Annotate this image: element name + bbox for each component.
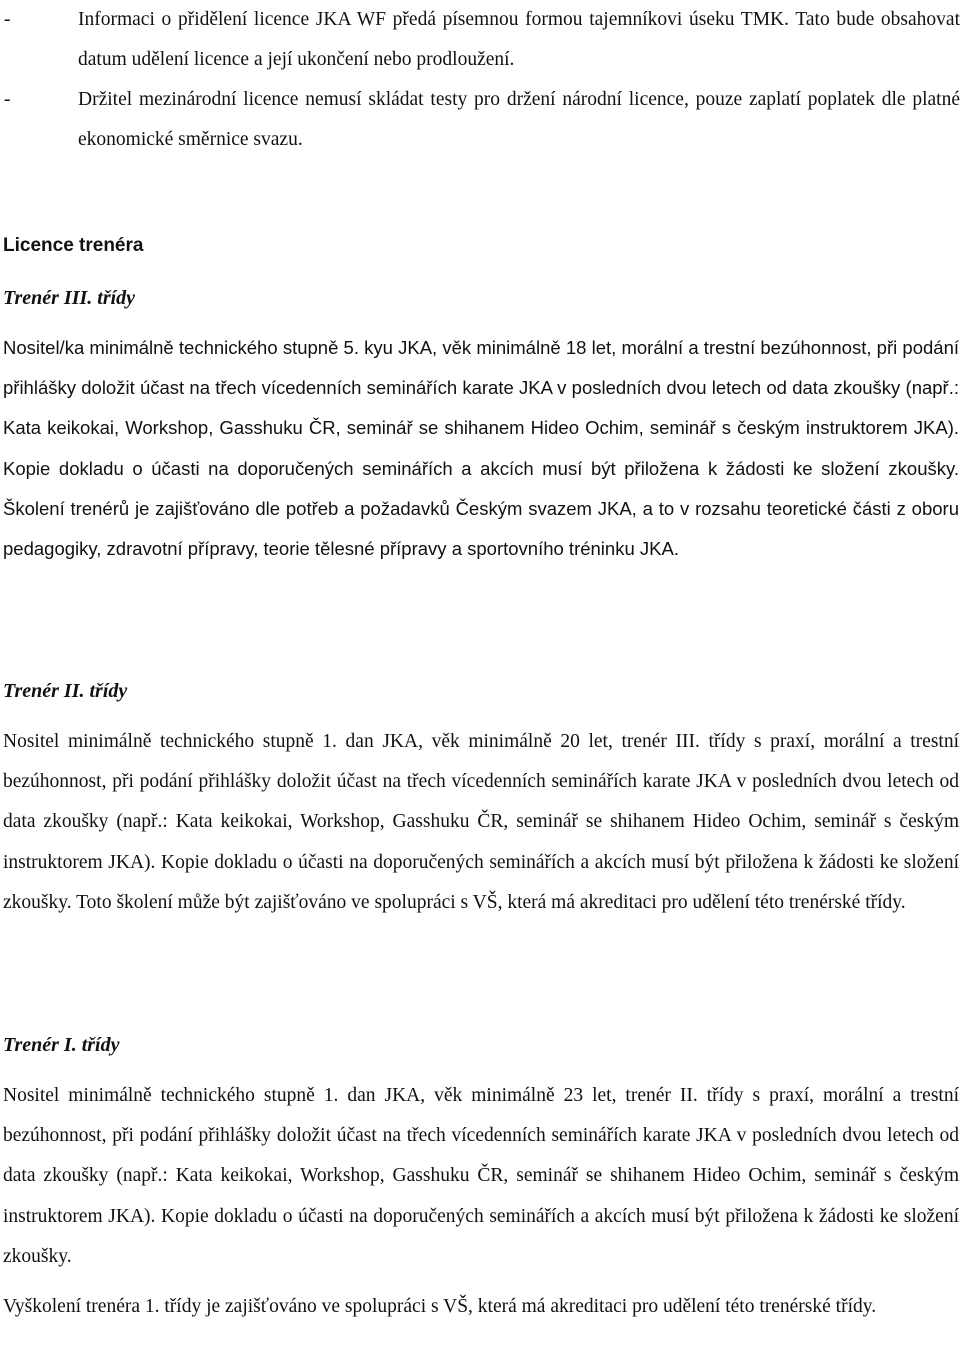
bullet-item-licence-info xyxy=(0,0,960,80)
trainer-1-heading: Trenér I. třídy xyxy=(3,1034,120,1056)
trainer-3-text: Nositel/ka minimálně technického stupně 5. kyu JKA, věk minimálně 18 let, morální a trestní bezúhonnost, při podání přihlášky doložit účast na třech vícedenních seminářích karate JKA v posledních dvou letech od data zkoušky (např.: Kata keikokai, Workshop, Gasshuku ČR, seminář se shihanem Hideo Ochim, seminář s českým instruktorem JKA). Kopie dokladu o účasti na doporučených seminářích a akcích musí být přiložena k žádosti ke složení zkoušky. Školení trenérů je zajišťováno dle potřeb a požadavků Českým svazem JKA, a to v rozsahu teoretické části z oboru pedagogiky, zdravotní přípravy, teorie tělesné přípravy a sportovního tréninku JKA. xyxy=(3,337,959,560)
bullet-text: Držitel mezinárodní licence nemusí skládat testy pro držení národní licence, pouze zaplatí poplatek dle platné ekonomické směrnice svazu. xyxy=(78,89,960,150)
trainer-3-heading: Trenér III. třídy xyxy=(3,287,136,309)
trainer-1-text: Nositel minimálně technického stupně 1. dan JKA, věk minimálně 23 let, trenér II. třídy s praxí, morální a trestní bezúhonnost, při podání přihlášky doložit účast na třech vícedenních seminářích karate JKA v posledních dvou letech od data zkoušky (např.: Kata keikokai, Workshop, Gasshuku ČR, seminář se shihanem Hideo Ochim, seminář s českým instruktorem JKA). Kopie dokladu o účasti na doporučených seminářích a akcích musí být přiložena k žádosti ke složení zkoušky. xyxy=(3,1085,959,1267)
trainer-2-text: Nositel minimálně technického stupně 1. dan JKA, věk minimálně 20 let, trenér III. třídy s praxí, morální a trestní bezúhonnost, při podání přihlášky doložit účast na třech vícedenních seminářích karate JKA v posledních dvou letech od data zkoušky (např.: Kata keikokai, Workshop, Gasshuku ČR, seminář se shihanem Hideo Ochim, seminář s českým instruktorem JKA). Kopie dokladu o účasti na doporučených seminářích a akcích musí být přiložena k žádosti ke složení zkoušky. Toto školení může být zajišťováno ve spolupráci s VŠ, která má akreditaci pro udělení této trenérské třídy. xyxy=(3,731,959,913)
trainer-1-note: Vyškolení trenéra 1. třídy je zajišťováno ve spolupráci s VŠ, která má akreditaci pro udělení této trenérské třídy. xyxy=(3,1296,877,1317)
bullet-item-international-licence xyxy=(0,80,960,160)
trainer-2-heading: Trenér II. třídy xyxy=(3,680,128,702)
bullet-dash: - xyxy=(4,9,11,30)
bullet-list xyxy=(0,0,960,160)
bullet-dash: - xyxy=(4,89,11,110)
section-title: Licence trenéra xyxy=(3,235,144,256)
bullet-text: Informaci o přidělení licence JKA WF předá písemnou formou tajemníkovi úseku TMK. Tato bude obsahovat datum udělení licence a její ukončení nebo prodloužení. xyxy=(78,9,960,70)
